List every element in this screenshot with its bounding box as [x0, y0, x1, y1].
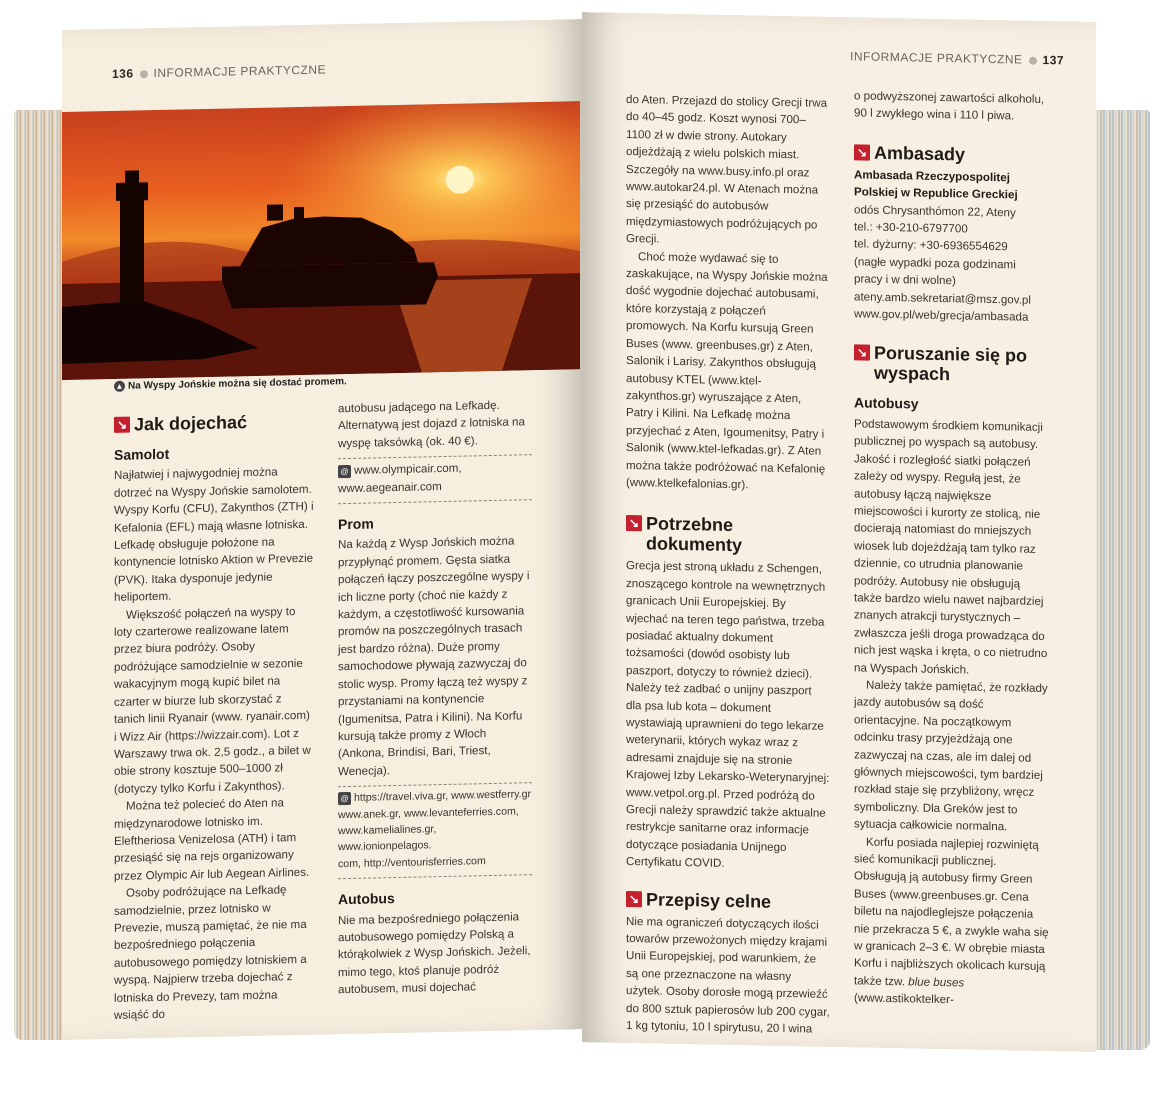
paragraph: Nie ma bezpośredniego połączenia autobusowego pomiędzy Polską a którąkolwiek z Wysp Jońskich. Jeżeli, mimo tego, ktoś planuje podróż autobusem, musi dojechać — [338, 909, 531, 997]
phone-line: tel. dyżurny: +30-6936554629 — [854, 237, 1008, 254]
sunset-illustration — [62, 101, 580, 380]
paragraph: Należy także pamiętać, że rozkłady jazdy autobusów są dość orientacyjne. Na początkowym odcinku trasy przyjeżdżają one zazwyczaj na czas, ale im dalej od głównych miejscowości, tym bardziej rozkład staje się przybliżony, wręcz symboliczny. Dla Greków jest to sytuacja całkowicie normalna. — [854, 678, 1048, 834]
paragraph: Większość połączeń na wyspy to loty czarterowe realizowane latem przez biura podróży. Osoby podróżujące samodzielnie w sezonie wakacyjnym mogą kupić bilet na czarter w biurze lub skorzystać z tanich linii Ryanair (www. ryanair.com) i Wizz Air (https://wizzair.com). Lot z Warszawy trwa ok. 2,5 godz., a bilet w obie strony kosztuje 500–1000 zł (dotyczy tylko Korfu i Zakynthos). — [114, 604, 311, 796]
photo-caption — [114, 376, 347, 392]
left-running-head — [112, 62, 326, 80]
left-page — [62, 19, 582, 1040]
link[interactable]: www.aegeanair.com — [338, 479, 442, 495]
arrow-icon: ↘ — [854, 345, 870, 361]
heading-prom: Prom — [338, 515, 374, 533]
heading-autobusy: Autobusy — [854, 394, 919, 413]
right-page-number: 137 — [1042, 52, 1065, 68]
heading-autobus: Autobus — [338, 890, 395, 908]
paragraph: Podstawowym środkiem komunikacji publicznej po wyspach są autobusy. Jakość i rozległość siatki połączeń zależy od wyspy. Regułą jest, że autobusy łączą największe miejscowości i kurorty ze stolicą, nie docierają natomiast do mniejszych wiosek lub dojeżdżają tam tylko raz dziennie, co utrudnia planowanie podróży. Autobusy nie obsługują także bardzo wielu nawet najbardziej znanych atrakcji turystycznych – zwłaszcza jeśli droga prowadząca do nich jest wąska i kręta, o co nietrudno na Wyspach Jońskich. — [854, 417, 1048, 677]
paragraph: Grecja jest stroną układu z Schengen, znoszącego kontrole na wewnętrznych granicach Unii Europejskiej. By wjechać na teren tego państwa, trzeba posiadać aktualny dokument tożsamości (dowód osobisty lub paszport, dotyczy to również dzieci). Należy też zadbać o unijny paszport dla psa lub kota – dokument wystawiają uprawnieni do tego lekarze weterynarii, których wykaz wraz z adresami znajduje się na stronie Krajowej Izby Lekarsko-Weterynaryjnej: www.vetpol.org.pl. Przed podróżą do Grecji należy sprawdzić także aktualne restrykcje sanitarne oraz informacje dotyczące posiadania Unijnego Certyfikatu COVID. — [626, 559, 830, 871]
paragraph: Najłatwiej i najwygodniej można dotrzeć na Wyspy Jońskie samolotem. Wyspy Korfu (CFU), Zakynthos (ZTH) i Kefalonia (EFL) mają własne lotniska. Lefkadę obsługuje położone na kontynencie lotnisko Aktion w Prevezie (PVK). Itaka dysponuje jedynie heliportem. — [114, 465, 314, 605]
address-line: odós Chrysanthómon 22, Ateny — [854, 202, 1016, 220]
heading-jak-dojechac: ↘ Jak dojechać — [114, 411, 314, 435]
link[interactable]: www.anek.gr, www.levanteferries.com, — [338, 804, 519, 821]
phone-line: tel.: +30-210-6797700 — [854, 220, 968, 236]
links-box-air — [338, 454, 532, 504]
right-column-1 — [626, 91, 830, 1038]
page-edges-left — [14, 110, 62, 1040]
heading-przepisy-celne: ↘ Przepisy celne — [626, 889, 830, 913]
arrow-icon: ↘ — [854, 144, 870, 160]
email-link[interactable]: ateny.amb.sekretariat@msz.gov.pl — [854, 290, 1031, 307]
embassy-address — [854, 201, 1050, 327]
paragraph: Korfu posiada najlepiej rozwiniętą sieć komunikacji publicznej. Obsługują ją autobusy firmy Green Buses (www.greenbuses.gr. Cena biletu na najodleglejsze połączenia nie przekracza 5 €, a zwykle waha się w granicach 2–3 €. W obrębie miasta Korfu i najbliższych okolicach kursują także tzw. blue buses (www.astikoktelker- — [854, 835, 1049, 1007]
ferry-sunset-photo — [62, 101, 580, 380]
arrow-icon: ↘ — [114, 417, 130, 433]
at-icon: @ — [338, 792, 351, 805]
heading-samolot: Samolot — [114, 445, 170, 463]
link[interactable]: com, http://ventourisferries.com — [338, 854, 486, 870]
link[interactable]: www.olympicair.com, — [354, 461, 462, 478]
link[interactable]: https://travel.viva.gr, www.westferry.gr — [354, 788, 532, 805]
paragraph: o podwyższonej zawartości alkoholu, 90 l zwykłego wina i 110 l piwa. — [854, 89, 1045, 123]
right-running-head — [850, 49, 1064, 67]
arrow-icon: ↘ — [626, 891, 642, 907]
web-link[interactable]: www.gov.pl/web/grecja/ambasada — [854, 307, 1029, 324]
note-line: pracy i w dni wolne) — [854, 272, 956, 288]
heading-poruszanie-sie: ↘ Poruszanie się po wyspach — [854, 343, 1050, 387]
paragraph: autobusu jadącego na Lefkadę. Alternatywą jest dojazd z lotniska na wyspę taksówką (ok. 40 €). — [338, 398, 525, 451]
page-edges-right — [1096, 110, 1150, 1050]
caption-text: Na Wyspy Jońskie można się dostać promem. — [128, 376, 347, 392]
left-column-1 — [114, 411, 314, 1025]
link[interactable]: www.kamelialines.gr, www.ionionpelagos. — [338, 823, 437, 854]
right-column-2 — [854, 87, 1050, 1010]
left-column-2 — [338, 396, 532, 999]
paragraph: Nie ma ograniczeń dotyczących ilości towarów przewożonych między krajami Unii Europejskiej, pod warunkiem, że są one przeznaczone na własny użytek. Osoby dorosłe mogą przewieźć do 800 sztuk papierosów lub 200 cygar, 1 kg tytoniu, 10 l spirytusu, 20 l wina — [626, 914, 830, 1036]
left-section-title: INFORMACJE PRAKTYCZNE — [153, 62, 327, 81]
at-icon: @ — [338, 465, 351, 478]
note-line: (nagłe wypadki poza godzinami — [854, 255, 1016, 272]
heading-potrzebne-dokumenty: ↘ Potrzebne dokumenty — [626, 513, 830, 557]
paragraph: Choć może wydawać się to zaskakujące, na Wyspy Jońskie można dość wygodnie dojechać autobusami, które korzystają z połączeń promowych. Na Korfu kursują Green Buses (www. greenbuses.gr) z Aten, Salonik i Larisy. Zakynthos obsługują autobusy KTEL (www.ktel-zakynthos.gr) wyruszające z Aten, Patry i Kilini. Na Lefkadę można przyjechać z Aten, Igoumenitsy, Patry i Salonik (www.ktel-lefkadas.gr). Z Aten można także podróżować na Kefalonię (www.ktelkefalonias.gr). — [626, 249, 828, 492]
left-page-number: 136 — [112, 66, 134, 81]
right-page — [582, 12, 1096, 1052]
paragraph: Na każdą z Wysp Jońskich można przypłynąć promem. Gęsta siatka połączeń łączy poszczególne wyspy i ich liczne porty (choć nie każdy z każdym, a częstotliwość kursowania promów na poszczególnych trasach jest bardzo różna). Duże promy samochodowe pływają zazwyczaj do stolic wysp. Promy łączą też wyspy z przystaniami na kontynencie (Igumenitsa, Patra i Kilini). Na Korfu kursują także promy z Włoch (Ankona, Brindisi, Bari, Triest, Wenecja). — [338, 534, 530, 778]
heading-ambasady: ↘ Ambasady — [854, 142, 1050, 166]
right-section-title: INFORMACJE PRAKTYCZNE — [850, 49, 1023, 67]
paragraph: Osoby podróżujące na Lefkadę samodzielnie, przez lotnisko w Prevezie, muszą pamiętać, że nie ma bezpośredniego połączenia autobusowego pomiędzy lotniskiem a wyspą. Najpierw trzeba dojechać z lotniska do Prevezy, tam można wsiąść do — [114, 883, 307, 1022]
paragraph: Można też polecieć do Aten na międzynarodowe lotnisko im. Eleftheriosa Venizelosa (ATH) i tam przesiąść się na rejs organizowany przez Olympic Air lub Aegean Airlines. — [114, 796, 310, 883]
links-box-ferries — [338, 782, 532, 879]
camera-icon: ▲ — [115, 381, 124, 391]
arrow-icon: ↘ — [626, 515, 642, 531]
paragraph: do Aten. Przejazd do stolicy Grecji trwa do 40–45 godz. Koszt wynosi 700–1100 zł w dwie strony. Autokary odjeżdżają z wielu polskich miast. Szczegóły na www.busy.info.pl oraz www.autokar24.pl. W Atenach można się przesiąść do autobusów międzymiastowych podróżujących po Grecji. — [626, 92, 828, 246]
embassy-name: Ambasada Rzeczypospolitej Polskiej w Republice Greckiej — [854, 168, 1018, 202]
